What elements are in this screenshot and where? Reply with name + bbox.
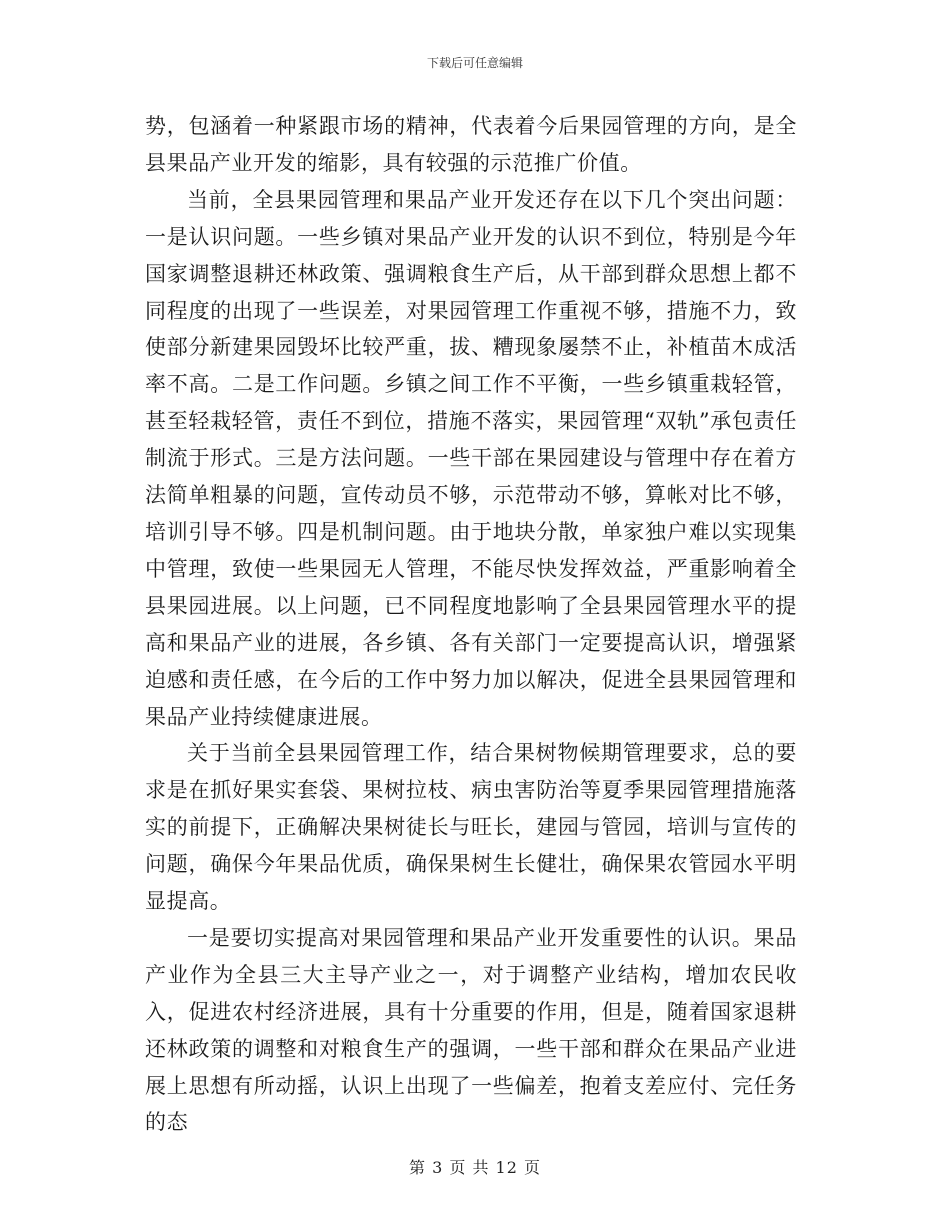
page-number-footer: 第 3 页 共 12 页 <box>409 1158 541 1177</box>
paragraph-point-one: 一是要切实提高对果园管理和果品产业开发重要性的认识。果品产业作为全县三大主导产业之一，对于调整产业结构，增加农民收入，促进农村经济进展，具有十分重要的作用，但是，随着国家退耕还林政策的调整和对粮食生产的强调，一些干部和群众在果品产业进展上思想有所动摇，认识上出现了一些偏差，抱着支差应付、完任务的态 <box>145 925 797 1135</box>
paragraph-requirements: 关于当前全县果园管理工作，结合果树物候期管理要求，总的要求是在抓好果实套袋、果树拉枝、病虫害防治等夏季果园管理措施落实的前提下，正确解决果树徒长与旺长，建园与管园，培训与宣传的问题，确保今年果品优质，确保果树生长健壮，确保果农管园水平明显提高。 <box>145 741 797 914</box>
paragraph-continuation: 势，包涵着一种紧跟市场的精神，代表着今后果园管理的方向，是全县果品产业开发的缩影，具有较强的示范推广价值。 <box>145 114 797 175</box>
page-header: 下载后可任意编辑 <box>426 56 523 70</box>
document-body <box>145 108 797 1141</box>
paragraph-problems: 当前，全县果园管理和果品产业开发还存在以下几个突出问题：一是认识问题。一些乡镇对果品产业开发的认识不到位，特别是今年国家调整退耕还林政策、强调粮食生产后，从干部到群众思想上都不同程度的出现了一些误差，对果园管理工作重视不够，措施不力，致使部分新建果园毁坏比较严重，拔、糟现象屡禁不止，补植苗木成活率不高。二是工作问题。乡镇之间工作不平衡，一些乡镇重栽轻管，甚至轻栽轻管，责任不到位，措施不落实，果园管理“双轨”承包责任制流于形式。三是方法问题。一些干部在果园建设与管理中存在着方法简单粗暴的问题，宣传动员不够，示范带动不够，算帐对比不够，培训引导不够。四是机制问题。由于地块分散，单家独户难以实现集中管理，致使一些果园无人管理，不能尽快发挥效益，严重影响着全县果园进展。以上问题，已不同程度地影响了全县果园管理水平的提高和果品产业的进展，各乡镇、各有关部门一定要提高认识，增强紧迫感和责任感，在今后的工作中努力加以解决，促进全县果园管理和果品产业持续健康进展。 <box>145 187 797 729</box>
